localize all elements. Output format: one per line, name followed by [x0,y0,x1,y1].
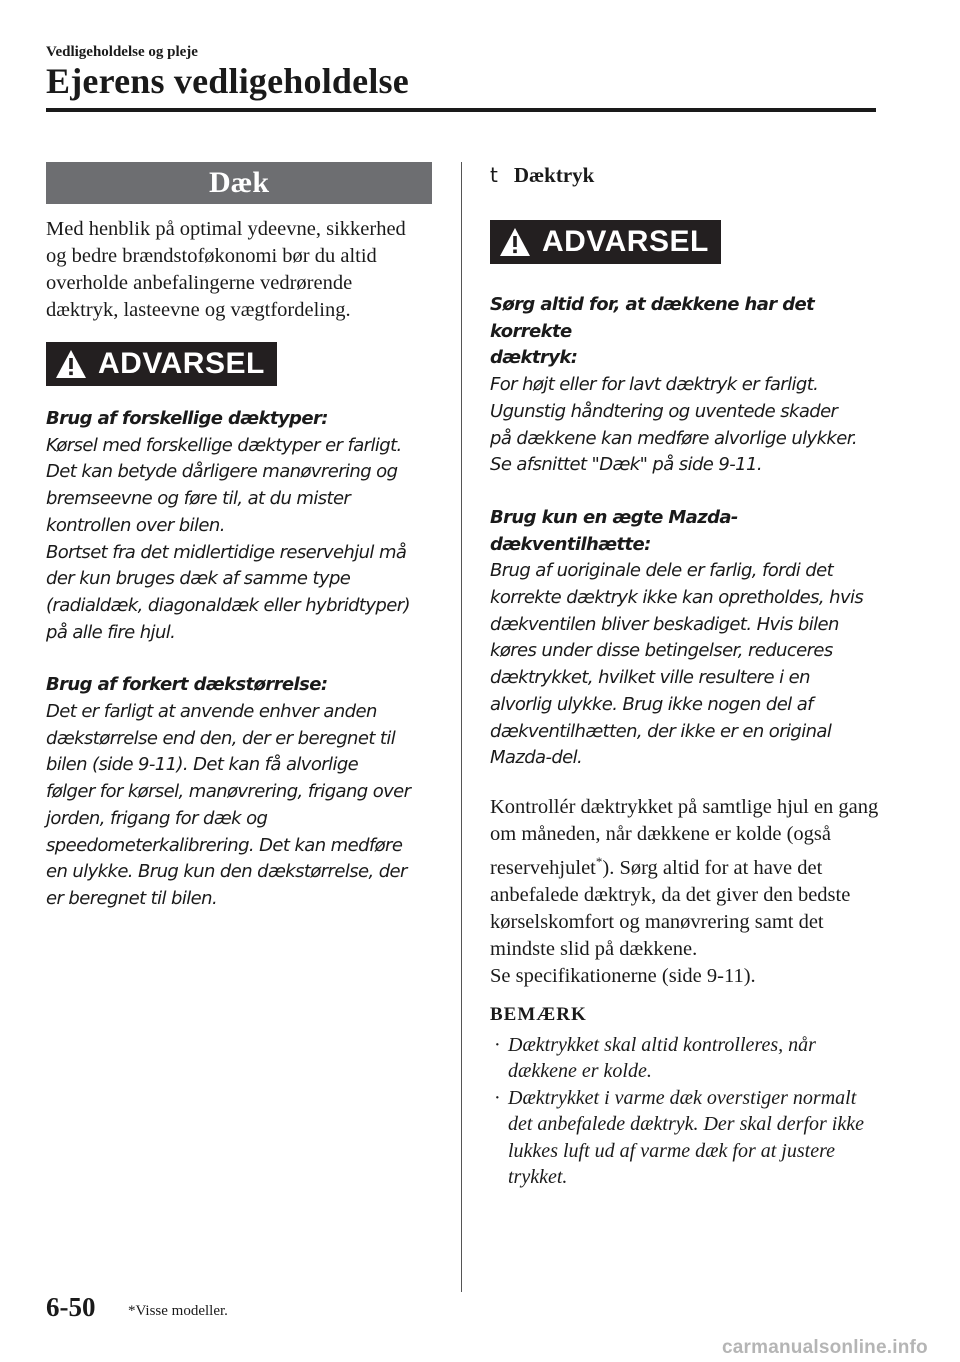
page-title: Ejerens vedligeholdelse [46,61,409,101]
list-item [490,1032,878,1085]
note-label: BEMÆRK [490,1003,587,1025]
intro-text: Med henblik på optimal ydeevne, sikkerhed og bedre brændstoføkonomi bør du altid overholde anbefalingerne vedrørende dæktryk, lasteevne og vægtfordeling. [46,218,406,321]
subsection-title: Dæktryk [513,162,595,187]
warning-line: Se afsnittet "Dæk" på side 9-11. [490,454,762,476]
warning-line: Mazda-del. [490,747,583,769]
body-text-c: Se specifikationerne (side 9-11). [490,964,756,987]
warning-label: ADVARSEL [542,225,709,258]
warning-block [490,292,885,479]
warning-line: Ugunstig håndtering og uventede skader [490,400,838,422]
warning-box [490,220,721,264]
bullet: · [494,1033,501,1056]
warning-block [46,672,432,912]
warning-heading: Sørg altid for, at dækkene har det korrekte [490,294,815,342]
warning-line: (radialdæk, diagonaldæk eller hybridtyper) [46,594,410,616]
warning-line: jorden, frigang for dæk og [46,807,268,829]
warning-line: på dækkene kan medføre alvorlige ulykker. [490,427,857,449]
subsection-marker: t [490,163,498,187]
warning-line: Brug af uoriginale dele er farlig, fordi det [490,560,834,582]
warning-label: ADVARSEL [98,347,265,380]
warning-line: Det er farligt at anvende enhver anden [46,701,377,723]
warning-line: Det kan betyde dårligere manøvrering og [46,461,398,483]
warning-line: alvorlig ulykke. Brug ikke nogen del af [490,693,813,715]
warning-line: korrekte dæktryk ikke kan opretholdes, hvis [490,587,864,609]
warning-heading: Brug af forskellige dæktyper: [46,408,328,429]
right-column [490,160,885,1191]
footnote-marker: * [595,853,603,869]
warning-line: bremseevne og føre til, at du mister [46,488,351,510]
watermark: carmanualsonline.info [722,1337,928,1358]
warning-line: følger for kørsel, manøvrering, frigang over [46,781,411,803]
warning-line: dækstørrelse end den, der er beregnet til [46,727,396,749]
warning-line: bilen (side 9-11). Det kan få alvorlige [46,754,359,776]
warning-line: der kun bruges dæk af samme type [46,568,351,590]
warning-line: For højt eller for lavt dæktryk er farligt. [490,374,819,396]
warning-line: dæktrykket, hvilket ville resultere i en [490,667,810,689]
warning-line: dækventilhætten, der ikke er en original [490,720,832,742]
warning-block [490,505,885,772]
left-column [46,162,432,913]
warning-heading: Brug af forkert dækstørrelse: [46,674,328,696]
footnote: *Visse modeller. [128,1303,228,1319]
warning-heading: Brug kun en ægte Mazda-dækventilhætte: [490,506,738,555]
warning-line: Bortset fra det midlertidige reservehjul må [46,541,407,563]
warning-line: er beregnet til bilen. [46,887,218,909]
warning-box [46,342,277,386]
warning-line: kontrollen over bilen. [46,514,225,536]
warning-triangle-icon [54,348,88,380]
note-list [490,1032,885,1191]
note-text: Dæktrykket skal altid kontrolleres, når dækkene er kolde. [508,1033,816,1083]
body-text-b: ). Sørg altid for at have det anbefalede dæktryk, da det giver den bedste kørselskomfort og manøvrering samt det mindste slid på dækkene. [490,856,851,960]
warning-heading: dæktryk: [490,347,578,369]
warning-box-wrap [46,342,432,386]
warning-block [46,406,432,646]
column-divider [461,162,462,1292]
warning-line: Kørsel med forskellige dæktyper er farligt. [46,434,402,456]
note-text: Dæktrykket i varme dæk overstiger normalt det anbefalede dæktryk. Der skal derfor ikke lukkes luft ud af varme dæk for at justere trykket. [508,1086,864,1189]
page-number: 6-50 [46,1292,96,1322]
warning-line: på alle fire hjul. [46,621,176,643]
warning-content [46,406,432,913]
warning-line: en ulykke. Brug kun den dækstørrelse, der [46,861,407,883]
warning-content [490,292,885,772]
list-item [490,1085,878,1191]
warning-box-wrap [490,220,885,264]
warning-line: køres under disse betingelser, reduceres [490,640,833,662]
body-text-a: Kontrollér dæktrykket på samtlige hjul en gang om måneden, når dækkene er kolde (også reservehjulet [490,795,879,879]
breadcrumb: Vedligeholdelse og pleje [46,44,198,60]
subsection-heading [490,160,885,190]
warning-line: dækventilen bliver beskadiget. Hvis bilen [490,613,839,635]
header-rule [46,108,876,112]
section-title: Dæk [46,162,432,204]
body-paragraph [490,794,880,990]
warning-line: speedometerkalibrering. Det kan medføre [46,834,403,856]
bullet: · [494,1086,501,1109]
warning-triangle-icon [498,226,532,258]
